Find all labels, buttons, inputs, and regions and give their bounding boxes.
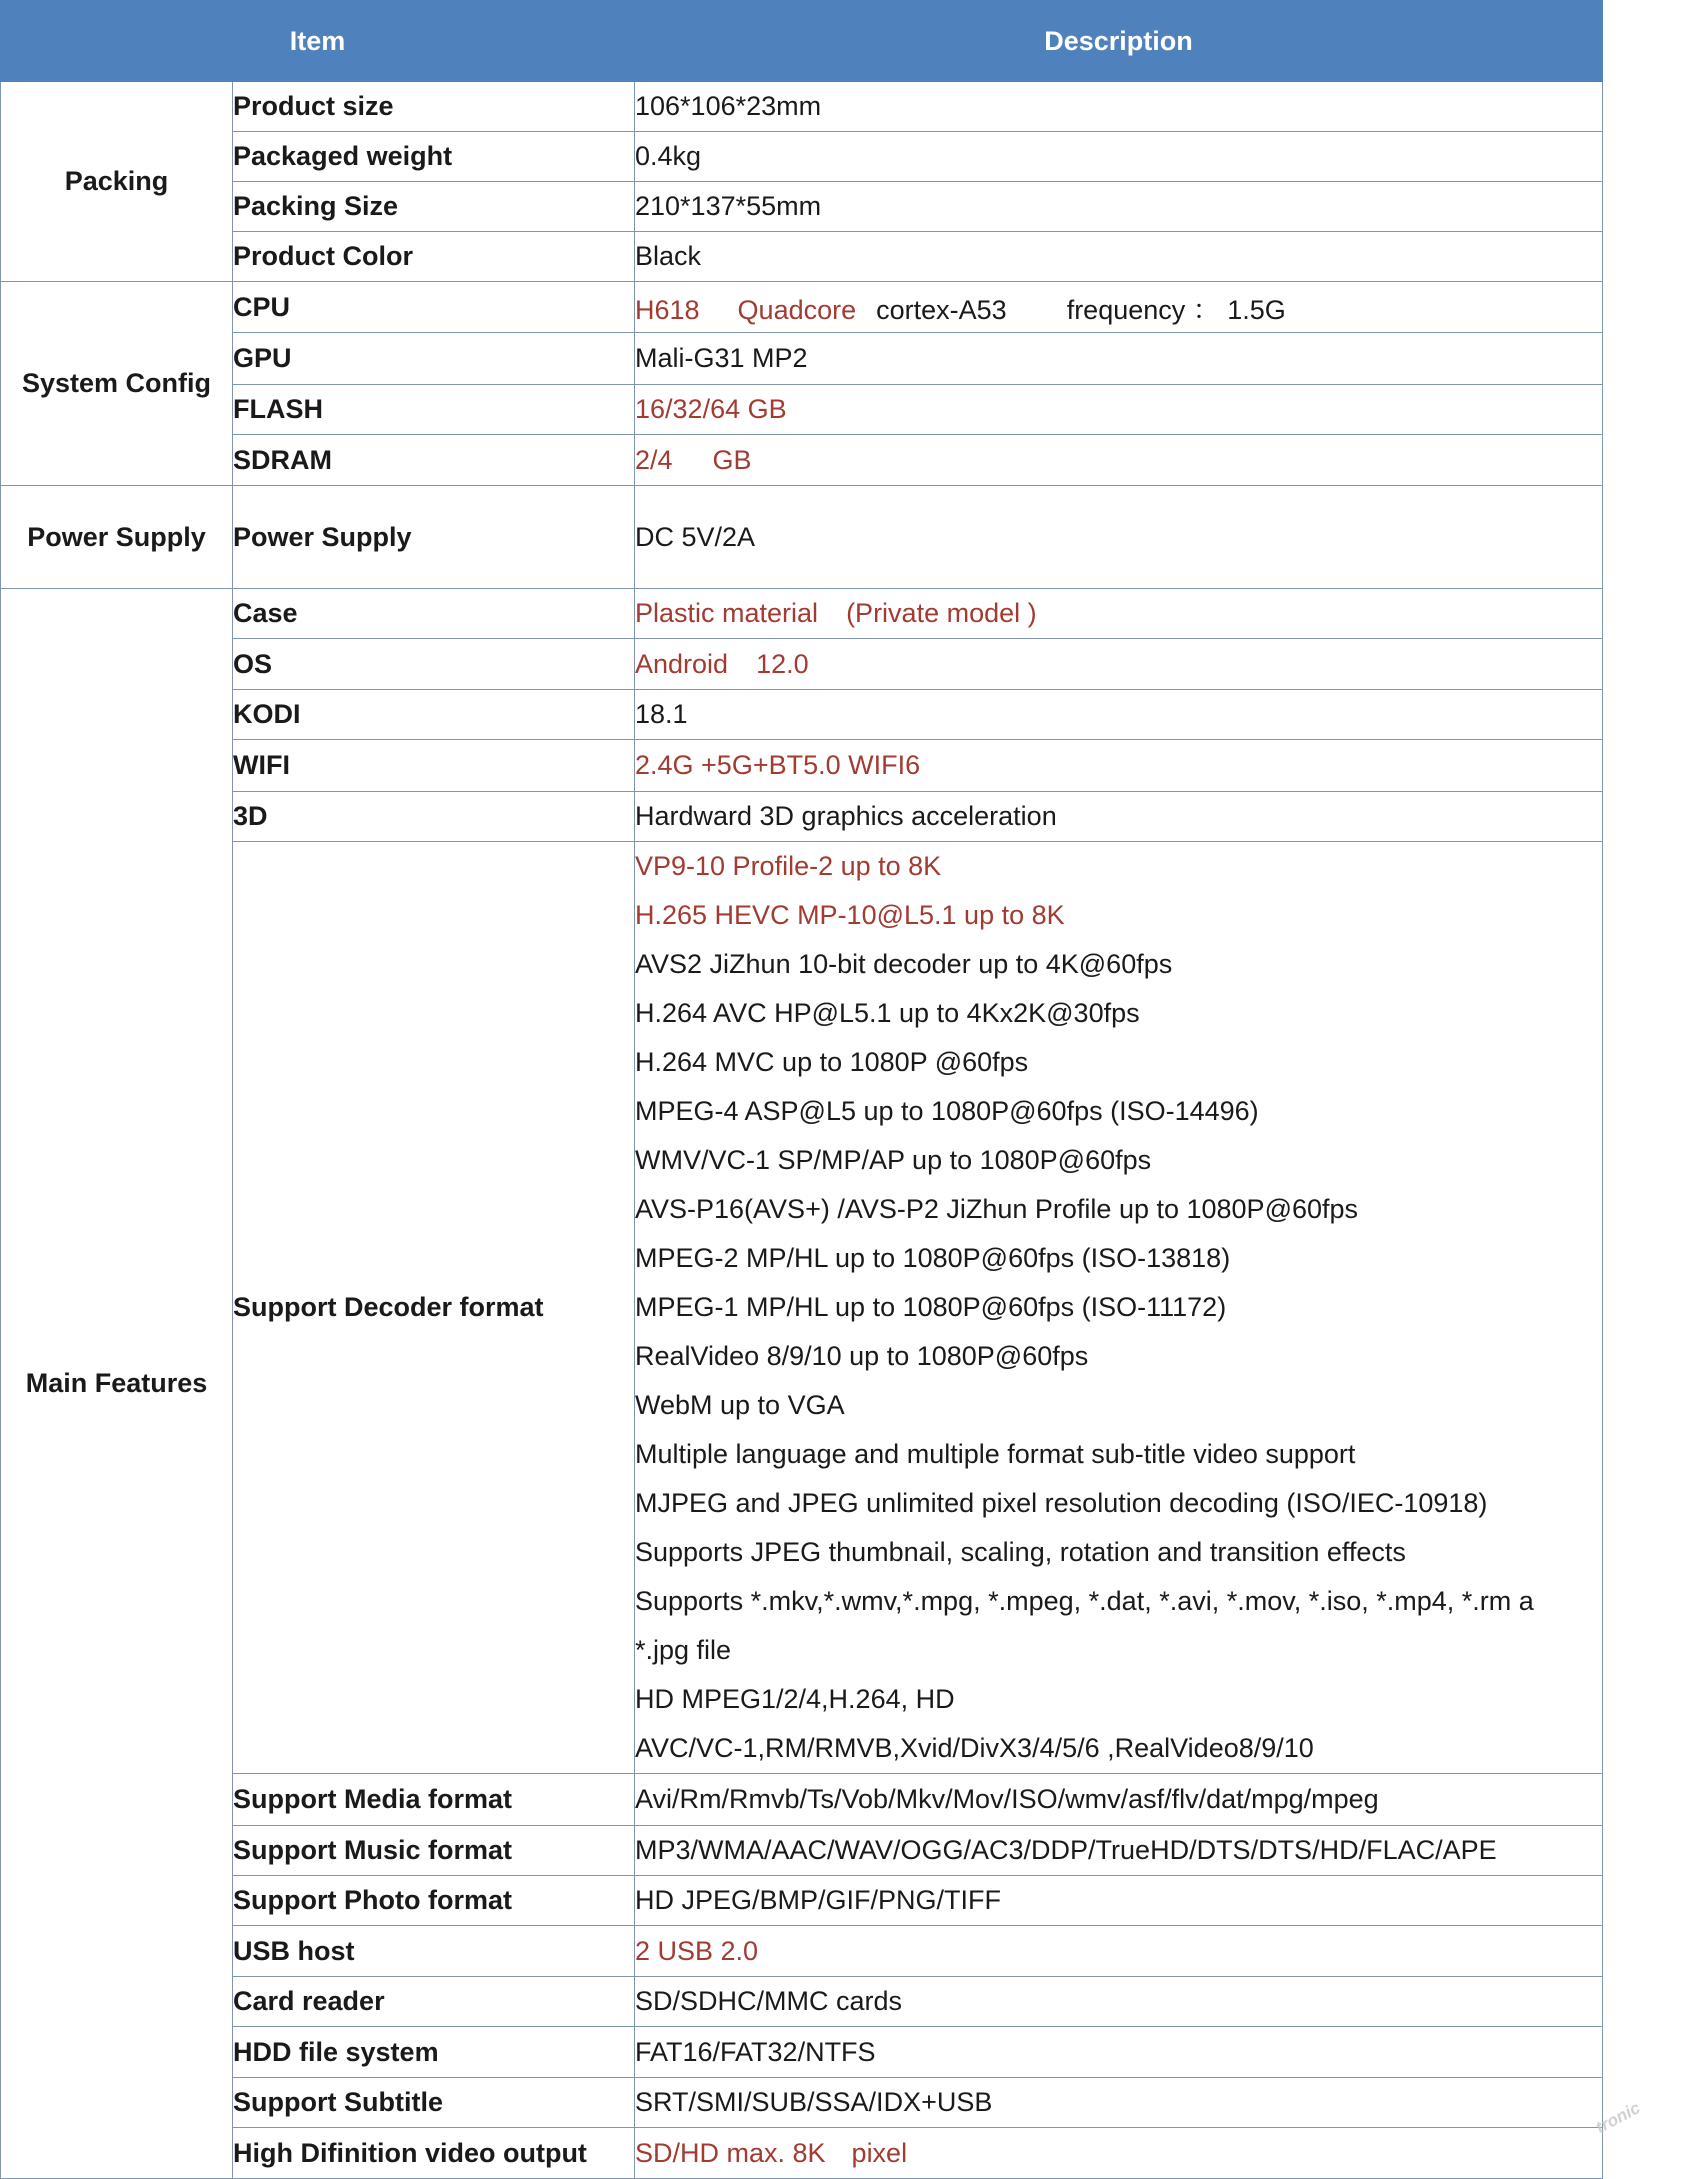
spec-row [1, 2078, 1603, 2128]
description-segment: 106*106*23mm [635, 91, 822, 121]
description-segment: 2/4 [635, 444, 673, 475]
spec-row [1, 792, 1603, 842]
description-segment: 2.4G +5G+BT5.0 WIFI6 [635, 750, 921, 780]
description-segment: Hardward 3D graphics acceleration [635, 801, 1057, 831]
spec-row [1, 639, 1603, 690]
item-label: SDRAM [233, 435, 635, 486]
item-label: High Difinition video output [233, 2128, 635, 2179]
item-label: Support Subtitle [233, 2078, 635, 2128]
item-description [635, 740, 1603, 792]
description-segment: SD/HD max. 8K [635, 2137, 826, 2168]
group-power-supply: Power Supply [1, 486, 233, 589]
spec-row [1, 2027, 1603, 2078]
item-label: OS [233, 639, 635, 690]
description-segment: 2 USB 2.0 [635, 1935, 759, 1966]
item-label: WIFI [233, 740, 635, 792]
decoder-format-list [635, 842, 1603, 1774]
item-description [635, 1977, 1603, 2027]
spec-row [1, 740, 1603, 792]
spec-row [1, 282, 1603, 333]
decoder-format-line: Multiple language and multiple format sub-title video support [635, 1439, 1356, 1469]
item-label: Packing Size [233, 182, 635, 232]
description-segment: Avi/Rm/Rmvb/Ts/Vob/Mkv/Mov/ISO/wmv/asf/flv/dat/mpg/mpeg [635, 1784, 1379, 1814]
header-item: Item [1, 1, 635, 82]
item-description [635, 333, 1603, 385]
spec-row [1, 2128, 1603, 2179]
description-segment: 12.0 [756, 648, 809, 679]
item-description [635, 2078, 1603, 2128]
description-segment: FAT16/FAT32/NTFS [635, 2036, 876, 2067]
spec-row [1, 1876, 1603, 1926]
item-label: 3D [233, 792, 635, 842]
decoder-format-line: H.265 HEVC MP-10@L5.1 up to 8K [635, 900, 1065, 930]
spec-row [1, 690, 1603, 740]
description-segment: (Private model ) [846, 598, 1037, 628]
item-label: Product size [233, 82, 635, 132]
spec-row [1, 1774, 1603, 1826]
item-description [635, 182, 1603, 232]
item-description [635, 2027, 1603, 2078]
description-segment: 18.1 [635, 699, 688, 729]
item-description [635, 232, 1603, 282]
item-description [635, 589, 1603, 639]
decoder-format-line: MPEG-2 MP/HL up to 1080P@60fps (ISO-13818) [635, 1243, 1231, 1273]
spec-row [1, 385, 1603, 435]
header-row [1, 1, 1603, 82]
item-description [635, 282, 1603, 333]
spec-row [1, 333, 1603, 385]
item-label: Support Photo format [233, 1876, 635, 1926]
description-segment: Black [635, 241, 702, 271]
decoder-format-line: MPEG-1 MP/HL up to 1080P@60fps (ISO-11172) [635, 1292, 1227, 1322]
description-segment: Mali-G31 MP2 [635, 343, 808, 373]
item-label: Support Media format [233, 1774, 635, 1826]
description-segment: HD JPEG/BMP/GIF/PNG/TIFF [635, 1885, 1002, 1915]
description-segment: Plastic material [635, 598, 819, 628]
description-segment: SRT/SMI/SUB/SSA/IDX+USB [635, 2087, 993, 2117]
decoder-format-line: MPEG-4 ASP@L5 up to 1080P@60fps (ISO-14496) [635, 1096, 1259, 1126]
description-segment: H618 [635, 294, 700, 325]
decoder-format-line: VP9-10 Profile-2 up to 8K [635, 851, 942, 881]
description-segment: MP3/WMA/AAC/WAV/OGG/AC3/DDP/TrueHD/DTS/DTS/HD/FLAC/APE [635, 1835, 1497, 1865]
item-description [635, 435, 1603, 486]
spec-row [1, 1977, 1603, 2027]
item-description [635, 1826, 1603, 1876]
item-description [635, 639, 1603, 690]
spec-row [1, 589, 1603, 639]
description-segment: DC 5V/2A [635, 521, 756, 552]
description-segment: Quadcore [737, 294, 857, 325]
spec-row [1, 842, 1603, 1774]
item-description [635, 690, 1603, 740]
spec-row [1, 1826, 1603, 1876]
item-description [635, 486, 1603, 589]
item-description [635, 1926, 1603, 1977]
description-segment: 0.4kg [635, 141, 702, 171]
item-description [635, 1774, 1603, 1826]
group-system-config: System Config [1, 282, 233, 486]
item-label: Support Music format [233, 1826, 635, 1876]
group-packing: Packing [1, 82, 233, 282]
item-description [635, 1876, 1603, 1926]
decoder-format-line: *.jpg file [635, 1635, 732, 1665]
item-label: KODI [233, 690, 635, 740]
decoder-format-line: MJPEG and JPEG unlimited pixel resolution decoding (ISO/IEC-10918) [635, 1488, 1488, 1518]
spec-row [1, 435, 1603, 486]
item-label: Power Supply [233, 486, 635, 589]
item-label: FLASH [233, 385, 635, 435]
item-label: Support Decoder format [233, 842, 635, 1774]
description-segment: cortex-A53 [876, 294, 1007, 325]
spec-row [1, 132, 1603, 182]
description-segment: 210*137*55mm [635, 191, 822, 221]
item-description [635, 82, 1603, 132]
decoder-format-line: Supports *.mkv,*.wmv,*.mpg, *.mpeg, *.dat, *.avi, *.mov, *.iso, *.mp4, *.rm a [635, 1586, 1534, 1616]
description-segment: pixel [851, 2137, 908, 2168]
decoder-format-line: H.264 AVC HP@L5.1 up to 4Kx2K@30fps [635, 998, 1140, 1028]
spec-row [1, 486, 1603, 589]
item-label: CPU [233, 282, 635, 333]
decoder-format-line: H.264 MVC up to 1080P @60fps [635, 1047, 1029, 1077]
item-label: Packaged weight [233, 132, 635, 182]
spec-row [1, 182, 1603, 232]
item-label: GPU [233, 333, 635, 385]
item-description [635, 2128, 1603, 2179]
spec-row [1, 82, 1603, 132]
description-segment: GB [712, 444, 752, 475]
item-description [635, 385, 1603, 435]
item-label: Card reader [233, 1977, 635, 2027]
header-description: Description [635, 1, 1603, 82]
spec-row [1, 232, 1603, 282]
decoder-format-line: Supports JPEG thumbnail, scaling, rotation and transition effects [635, 1537, 1406, 1567]
description-segment: frequency ： 1.5G [1066, 294, 1286, 325]
item-label: Product Color [233, 232, 635, 282]
decoder-format-line: AVS-P16(AVS+) /AVS-P2 JiZhun Profile up to 1080P@60fps [635, 1194, 1359, 1224]
item-label: USB host [233, 1926, 635, 1977]
decoder-format-line: WebM up to VGA [635, 1390, 845, 1420]
description-segment: 16/32/64 GB [635, 394, 787, 424]
decoder-format-line: AVS2 JiZhun 10-bit decoder up to 4K@60fps [635, 949, 1173, 979]
item-label: HDD file system [233, 2027, 635, 2078]
item-label: Case [233, 589, 635, 639]
decoder-format-line: RealVideo 8/9/10 up to 1080P@60fps [635, 1341, 1089, 1371]
decoder-format-line: AVC/VC-1,RM/RMVB,Xvid/DivX3/4/5/6 ,RealVideo8/9/10 [635, 1733, 1314, 1763]
description-segment: SD/SDHC/MMC cards [635, 1986, 903, 2016]
decoder-format-line: WMV/VC-1 SP/MP/AP up to 1080P@60fps [635, 1145, 1152, 1175]
item-description [635, 132, 1603, 182]
spec-row [1, 1926, 1603, 1977]
item-description [635, 792, 1603, 842]
watermark-logo: tronic [1592, 2098, 1644, 2138]
group-main-features: Main Features [1, 589, 233, 2179]
description-segment: Android [635, 648, 729, 679]
decoder-format-line: HD MPEG1/2/4,H.264, HD [635, 1684, 955, 1714]
